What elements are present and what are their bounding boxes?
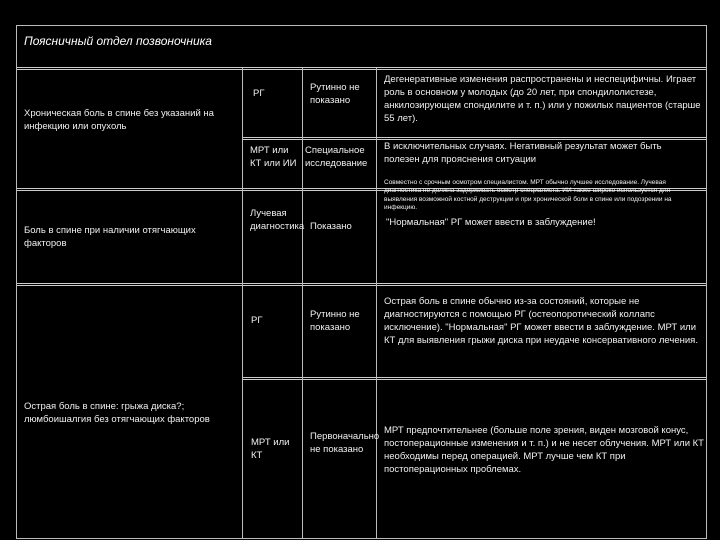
method-cell: МРТ или КТ или ИИ: [250, 145, 297, 169]
divider: [706, 25, 707, 539]
method-cell: РГ: [253, 88, 265, 99]
divider: [302, 68, 303, 539]
comment-note: Совместно с срочным осмотром специалистом. МРТ обычно лучшее исследование. Лучевая диагностика не должна задерживать осмотр специалиста. ИИ также широко используется для выявления возможной костной деструкции и при хронической боли в спине или подозрении на инфекцию.: [384, 179, 672, 211]
divider: [16, 538, 706, 539]
comment-cell: Дегенеративные изменения распространены и неспецифичны. Играет роль в основном у молодых (до 20 лет, при спондилолистезе, анкилозирующем спондилите и т. п.) или у пожилых пациентов (старше 55 лет).: [384, 74, 701, 124]
comment-cell: В исключительных случаях. Негативный результат может быть полезен для прояснения ситуации: [384, 141, 662, 165]
divider: [16, 25, 706, 26]
indication-cell: Специальное исследование: [305, 145, 368, 169]
method-cell: РГ: [251, 315, 263, 326]
method-cell: МРТ или КТ: [251, 437, 290, 461]
method-cell: Лучевая диагностика: [250, 208, 305, 232]
indication-cell: Первоначально не показано: [310, 431, 380, 455]
condition-cell: Боль в спине при наличии отягчающих факторов: [24, 225, 196, 249]
indication-cell: Рутинно не показано: [310, 309, 360, 333]
indication-cell: Показано: [310, 221, 352, 232]
comment-cell: Острая боль в спине обычно из-за состояний, которые не диагностируются с помощью РГ (остеопоротический коллапс исключение). "Нормальная" РГ может ввести в заблуждение. МРТ или КТ для выявления грыжи диска при неудаче консервативного лечения.: [384, 296, 698, 346]
condition-cell: Острая боль в спине: грыжа диска?; люмбоишалгия без отягчающих факторов: [24, 401, 210, 425]
comment-cell: МРТ предпочтительнее (больше поле зрения, виден мозговой конус, постоперационные изменения и т. п.) и не несет облучения. МРТ или КТ необходимы перед операцией. МРТ лучше чем КТ при постоперационных проблемах.: [384, 425, 704, 475]
comment-cell: "Нормальная" РГ может ввести в заблуждение!: [386, 217, 596, 228]
divider: [242, 377, 706, 380]
divider: [376, 68, 377, 539]
table-title: Поясничный отдел позвоночника: [24, 34, 212, 48]
indication-cell: Рутинно не показано: [310, 82, 360, 106]
divider: [16, 25, 17, 539]
condition-cell: Хроническая боль в спине без указаний на инфекцию или опухоль: [24, 108, 214, 132]
divider: [16, 67, 706, 70]
divider: [242, 68, 243, 539]
divider: [16, 283, 706, 286]
